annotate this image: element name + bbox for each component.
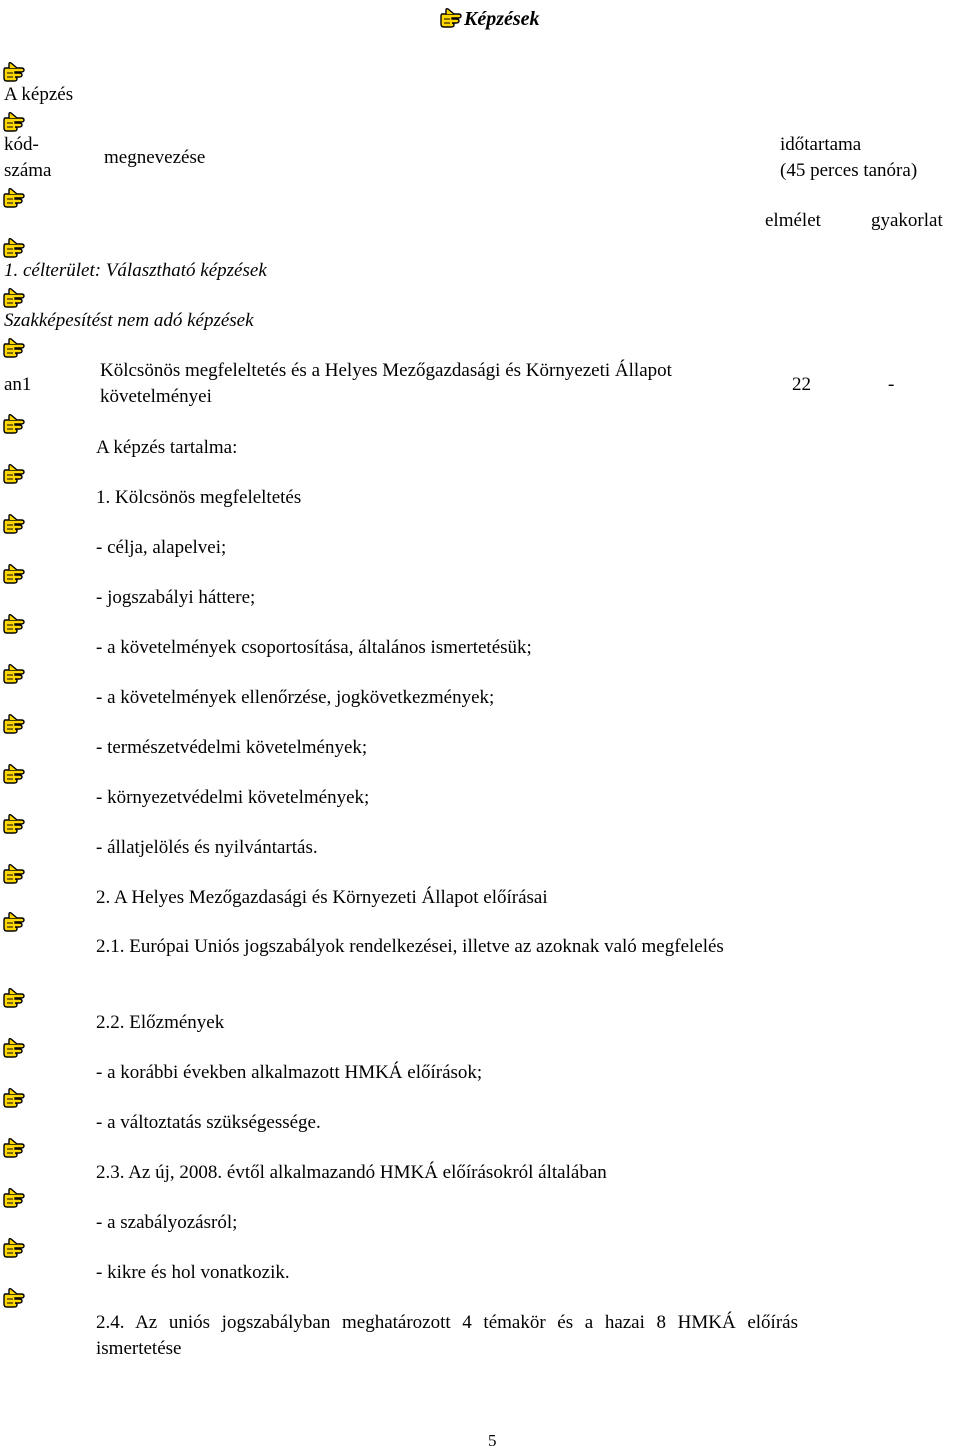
content-line: - a szabályozásról; bbox=[96, 1212, 238, 1233]
hand-pointer-icon bbox=[0, 910, 30, 934]
hand-pointer-icon bbox=[0, 1286, 30, 1310]
col-header-duration-1: időtartama bbox=[780, 134, 862, 155]
page-title: Képzések bbox=[464, 8, 540, 30]
target-area-heading: 1. célterület: Választható képzések bbox=[4, 260, 267, 281]
content-line: 2.1. Európai Uniós jogszabályok rendelkezései, illetve az azoknak való megfelelés bbox=[96, 936, 724, 957]
content-line: 2.2. Előzmények bbox=[96, 1012, 225, 1033]
course-name-line2: követelményei bbox=[100, 386, 212, 407]
content-line: - a változtatás szükségessége. bbox=[96, 1112, 321, 1133]
hand-pointer-icon bbox=[0, 762, 30, 786]
content-line: - a követelmények ellenőrzése, jogkövetkezmények; bbox=[96, 687, 495, 708]
col-header-name: megnevezése bbox=[104, 147, 206, 168]
hand-pointer-icon bbox=[0, 512, 30, 536]
hand-pointer-icon bbox=[0, 986, 30, 1010]
course-code: an1 bbox=[4, 374, 32, 395]
hand-pointer-icon bbox=[0, 562, 30, 586]
course-practice-hours: - bbox=[888, 374, 895, 395]
hand-pointer-icon bbox=[0, 1236, 30, 1260]
hand-pointer-icon bbox=[0, 1186, 30, 1210]
content-line: 2.3. Az új, 2008. évtől alkalmazandó HMKÁ előírásokról általában bbox=[96, 1162, 607, 1183]
content-line: - állatjelölés és nyilvántartás. bbox=[96, 837, 318, 858]
hand-pointer-icon bbox=[0, 612, 30, 636]
hand-pointer-icon bbox=[0, 412, 30, 436]
hand-pointer-icon bbox=[0, 862, 30, 886]
col-header-duration-2: (45 perces tanóra) bbox=[780, 160, 918, 181]
hand-pointer-icon bbox=[437, 6, 467, 30]
content-line: 2.4. Az uniós jogszabályban meghatározott 4 témakör és a hazai 8 HMKÁ előírás ismertetése bbox=[96, 1312, 798, 1359]
hand-pointer-icon bbox=[0, 812, 30, 836]
content-line: - környezetvédelmi követelmények; bbox=[96, 787, 370, 808]
hand-pointer-icon bbox=[0, 712, 30, 736]
content-line: - jogszabályi háttere; bbox=[96, 587, 256, 608]
hand-pointer-icon bbox=[0, 60, 30, 84]
col-header-theory: elmélet bbox=[765, 210, 821, 231]
course-theory-hours: 22 bbox=[792, 374, 811, 395]
content-line: 1. Kölcsönös megfeleltetés bbox=[96, 487, 302, 508]
hand-pointer-icon bbox=[0, 1136, 30, 1160]
hand-pointer-icon bbox=[0, 236, 30, 260]
hand-pointer-icon bbox=[0, 110, 30, 134]
hand-pointer-icon bbox=[0, 286, 30, 310]
hand-pointer-icon bbox=[0, 336, 30, 360]
col-header-code-3: száma bbox=[4, 160, 52, 181]
content-line: - kikre és hol vonatkozik. bbox=[96, 1262, 290, 1283]
hand-pointer-icon bbox=[0, 186, 30, 210]
content-line: - a korábbi években alkalmazott HMKÁ előírások; bbox=[96, 1062, 483, 1083]
content-heading: A képzés tartalma: bbox=[96, 437, 238, 458]
hand-pointer-icon bbox=[0, 662, 30, 686]
content-line: - természetvédelmi követelmények; bbox=[96, 737, 368, 758]
content-line: - célja, alapelvei; bbox=[96, 537, 227, 558]
course-name-line1: Kölcsönös megfeleltetés és a Helyes Mezőgazdasági és Környezeti Állapot bbox=[100, 360, 672, 381]
hand-pointer-icon bbox=[0, 462, 30, 486]
content-line: 2. A Helyes Mezőgazdasági és Környezeti Állapot előírásai bbox=[96, 887, 548, 908]
subsection-heading: Szakképesítést nem adó képzések bbox=[4, 310, 254, 331]
hand-pointer-icon bbox=[0, 1086, 30, 1110]
col-header-code-1: A képzés bbox=[4, 84, 74, 105]
page-number: 5 bbox=[488, 1431, 497, 1450]
content-line: - a követelmények csoportosítása, általános ismertetésük; bbox=[96, 637, 532, 658]
hand-pointer-icon bbox=[0, 1036, 30, 1060]
col-header-practice: gyakorlat bbox=[871, 210, 943, 231]
col-header-code-2: kód- bbox=[4, 134, 39, 155]
